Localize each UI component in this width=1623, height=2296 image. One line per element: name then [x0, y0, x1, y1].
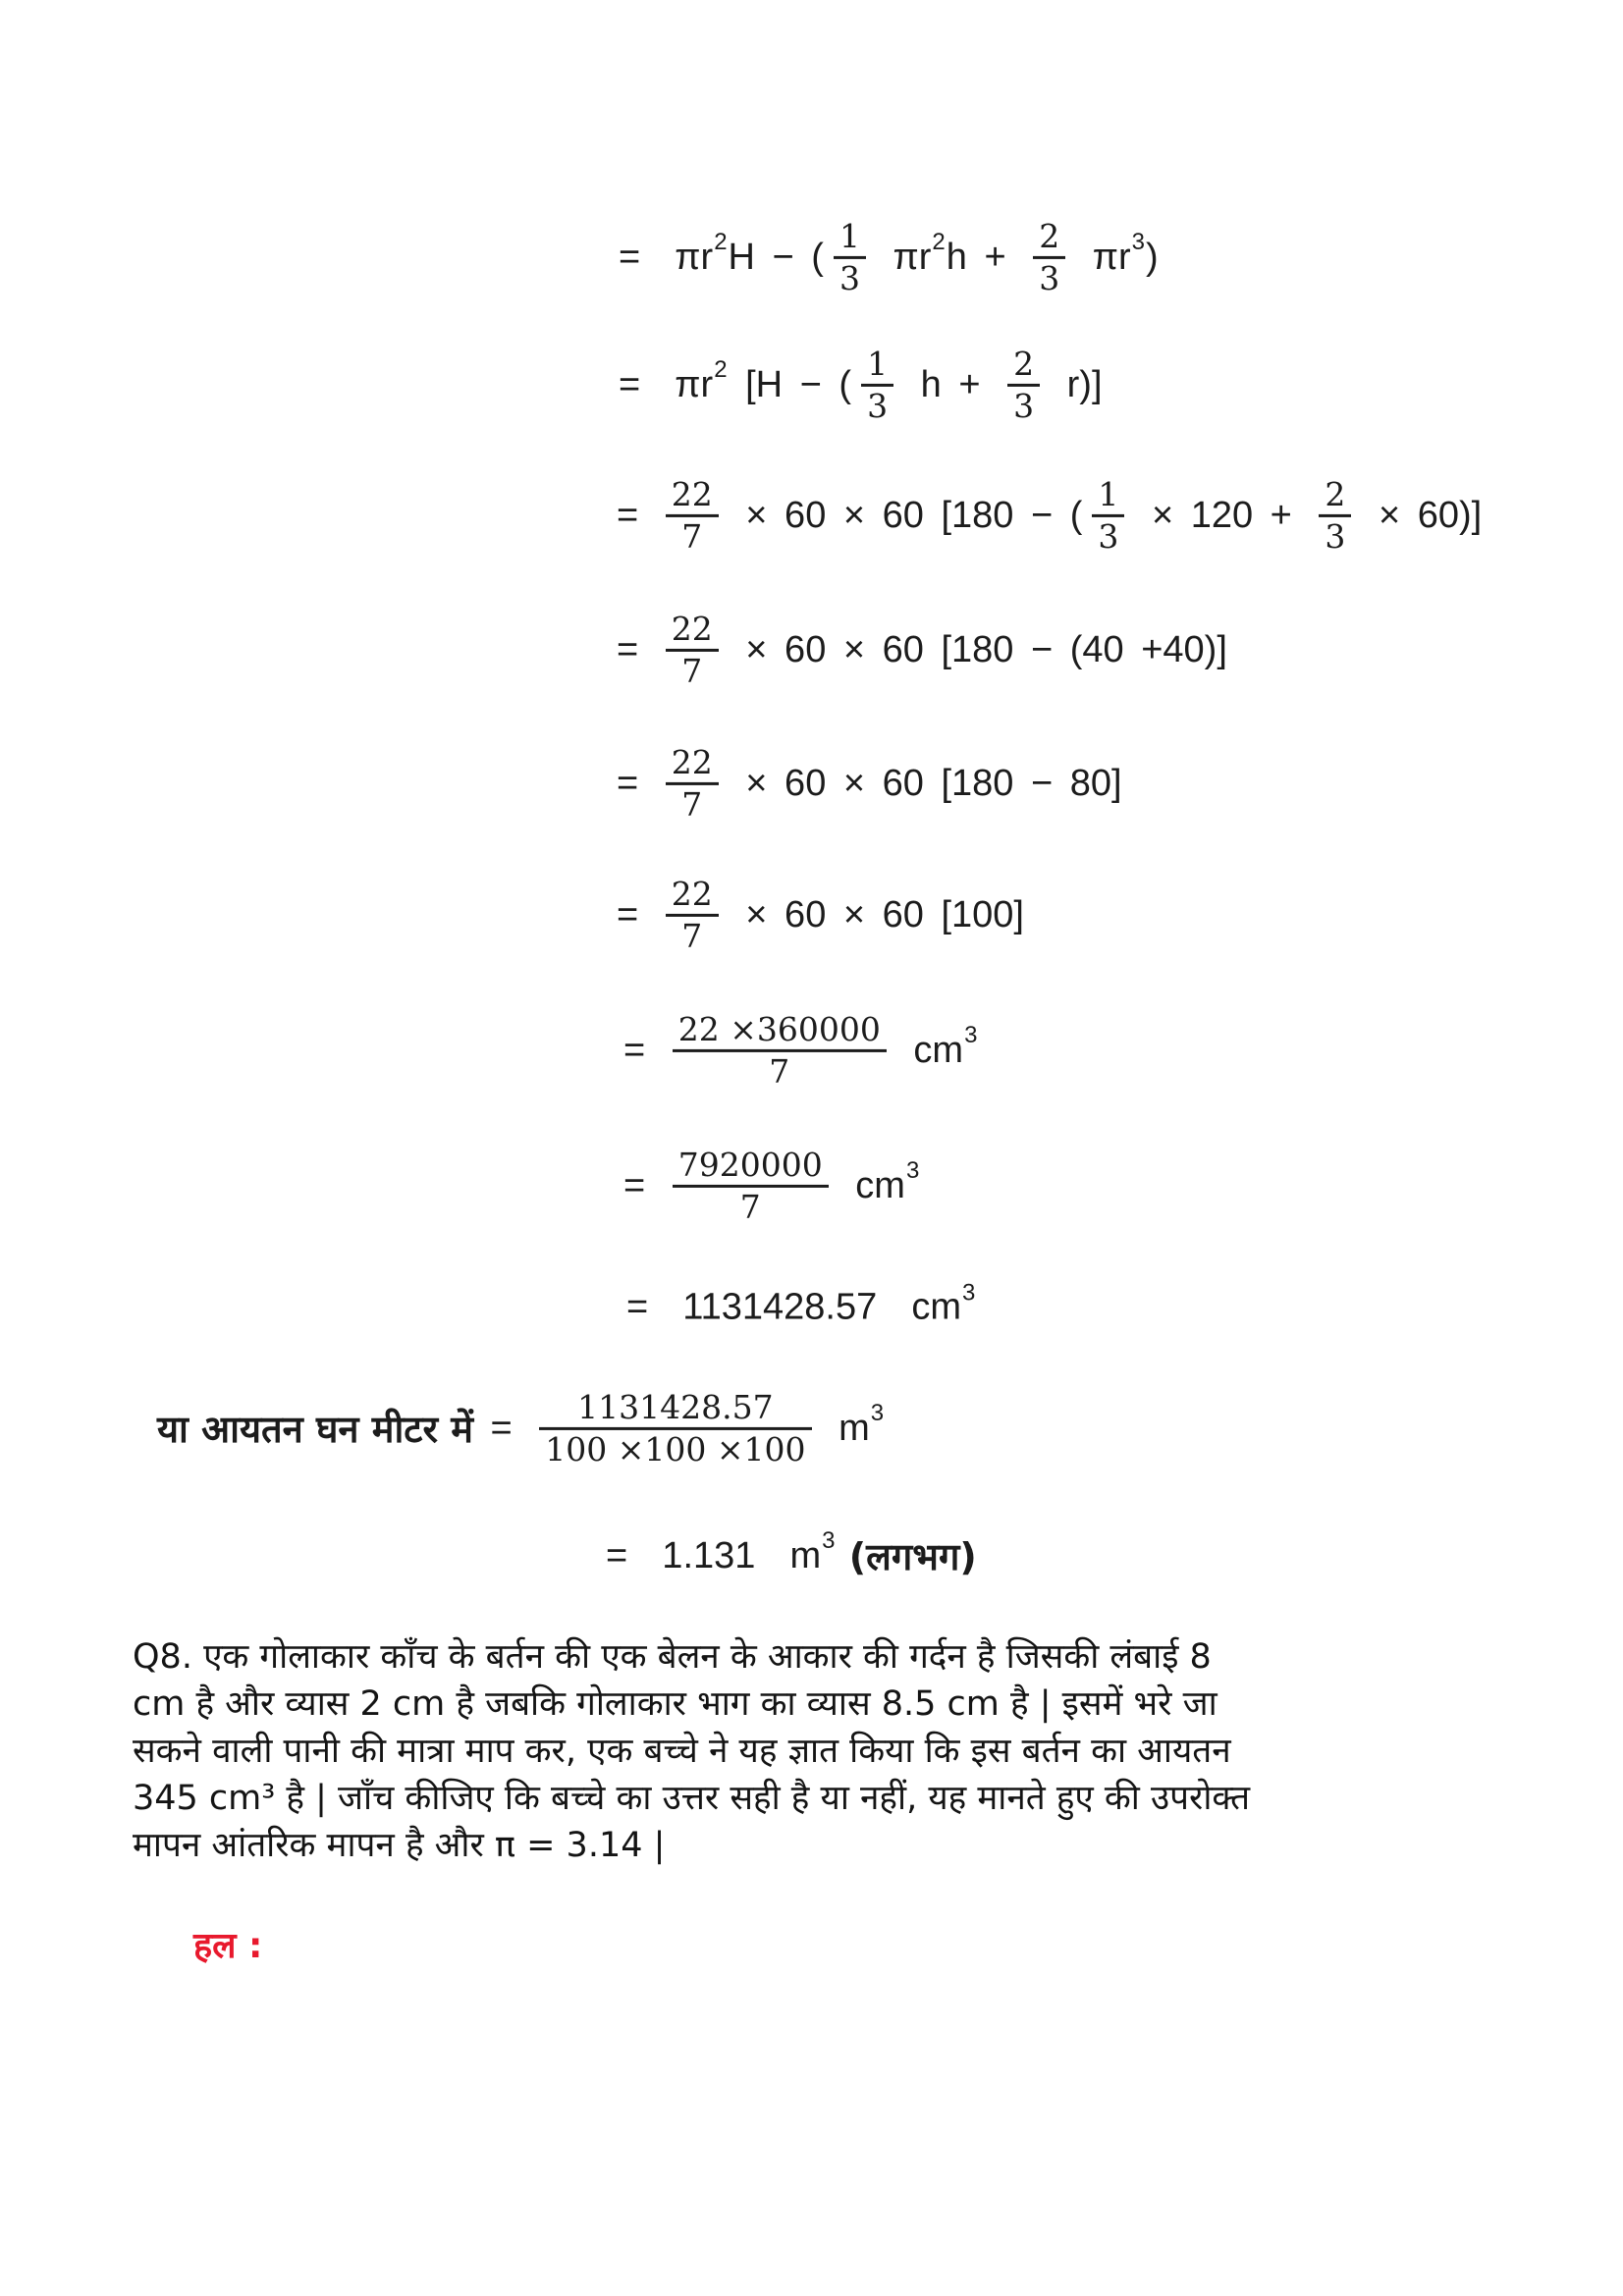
fraction: $\frac{1}{3}$ [834, 217, 866, 297]
equation-step-9 [626, 1279, 976, 1329]
equation-text: = [617, 628, 656, 670]
equation-text: H − ( [728, 236, 824, 278]
exponent: 2 [714, 356, 728, 383]
equation-step-5 [617, 743, 1122, 824]
exponent: 3 [905, 1157, 920, 1184]
exponent: 3 [964, 1022, 978, 1048]
equation-text: (लगभग) [836, 1535, 977, 1578]
question-line: 345 cm³ है | जाँच कीजिए कि बच्चे का उत्तर सही है या नहीं, यह मानते हुए की उपरोक्त [133, 1779, 1251, 1818]
equation-text: = [472, 1407, 530, 1449]
fraction: $\frac{1}{3}$ [1092, 475, 1124, 556]
fraction: $\frac{7920000}{7}$ [673, 1146, 829, 1226]
equation-step-11-final [606, 1527, 977, 1581]
equation-step-7 [623, 1010, 978, 1091]
equation-text: [H − ( [728, 363, 852, 405]
exponent: 2 [932, 229, 946, 255]
equation-step-2 [619, 345, 1103, 425]
equation-text: h + [903, 363, 999, 405]
solution-label: हल : [193, 1926, 263, 1966]
equation-step-3 [617, 475, 1482, 556]
question-line: सकने वाली पानी की मात्रा माप कर, एक बच्चे ने यह ज्ञात किया कि इस बर्तन का आयतन [133, 1732, 1231, 1771]
equation-step-1 [619, 217, 1159, 297]
equation-text: = 1131428.57 cm [626, 1286, 962, 1328]
equation-text: = 1.131 m [606, 1534, 822, 1576]
equation-text: = [623, 1164, 663, 1206]
equation-text: × 60 × 60 [100] [728, 893, 1024, 935]
equation-text: = [617, 494, 656, 536]
fraction: $\frac{2}{3}$ [1319, 475, 1351, 556]
equation-step-6 [617, 875, 1024, 955]
question-line: मापन आंतरिक मापन है और π = 3.14 | [133, 1826, 666, 1865]
equation-text: = πr [619, 363, 714, 405]
equation-text: = [617, 762, 656, 804]
exponent: 2 [714, 229, 728, 255]
equation-text: πr [1075, 236, 1131, 278]
equation-text: ) [1146, 236, 1159, 278]
equation-text: = [623, 1029, 663, 1071]
equation-text: cm [838, 1164, 905, 1206]
equation-text: × 60)] [1361, 494, 1483, 536]
exponent: 3 [1131, 229, 1145, 255]
fraction: $\frac{22}{7}$ [666, 475, 719, 556]
equation-text: h + [946, 236, 1024, 278]
fraction: $\frac{1131428.57}{100 \times 100 \times 100}$ [539, 1388, 811, 1468]
equation-text: πr [875, 236, 932, 278]
fraction: $\frac{2}{3}$ [1007, 345, 1040, 425]
fraction: $\frac{1}{3}$ [861, 345, 893, 425]
question-line: Q8. एक गोलाकार काँच के बर्तन की एक बेलन के आकार की गर्दन है जिसकी लंबाई 8 [133, 1637, 1212, 1677]
equation-text: × 60 × 60 [180 − ( [728, 494, 1083, 536]
fraction: $\frac{22}{7}$ [666, 743, 719, 824]
exponent: 3 [870, 1400, 885, 1426]
equation-text: या आयतन घन मीटर में [157, 1408, 473, 1451]
equation-step-8 [623, 1146, 920, 1226]
equation-text: r)] [1050, 363, 1103, 405]
fraction: $\frac{2}{3}$ [1033, 217, 1065, 297]
equation-text: cm [895, 1029, 964, 1071]
equation-text: × 120 + [1134, 494, 1310, 536]
fraction: $\frac{22}{7}$ [666, 610, 719, 690]
fraction: $\frac{22}{7}$ [666, 875, 719, 955]
equation-text: × 60 × 60 [180 − 80] [728, 762, 1122, 804]
equation-text: m [821, 1407, 870, 1449]
question-q8 [133, 1633, 1250, 1869]
equation-text: × 60 × 60 [180 − (40 +40)] [728, 628, 1227, 670]
question-line: cm है और व्यास 2 cm है जबकि गोलाकार भाग का व्यास 8.5 cm है | इसमें भरे जा [133, 1684, 1217, 1724]
exponent: 3 [822, 1527, 836, 1554]
equation-text: = πr [619, 236, 714, 278]
fraction: $\frac{22 \times 360000}{7}$ [673, 1010, 887, 1091]
equation-step-10-cubic-meter [157, 1388, 885, 1468]
equation-text: = [617, 893, 656, 935]
equation-step-4 [617, 610, 1227, 690]
exponent: 3 [962, 1279, 976, 1306]
